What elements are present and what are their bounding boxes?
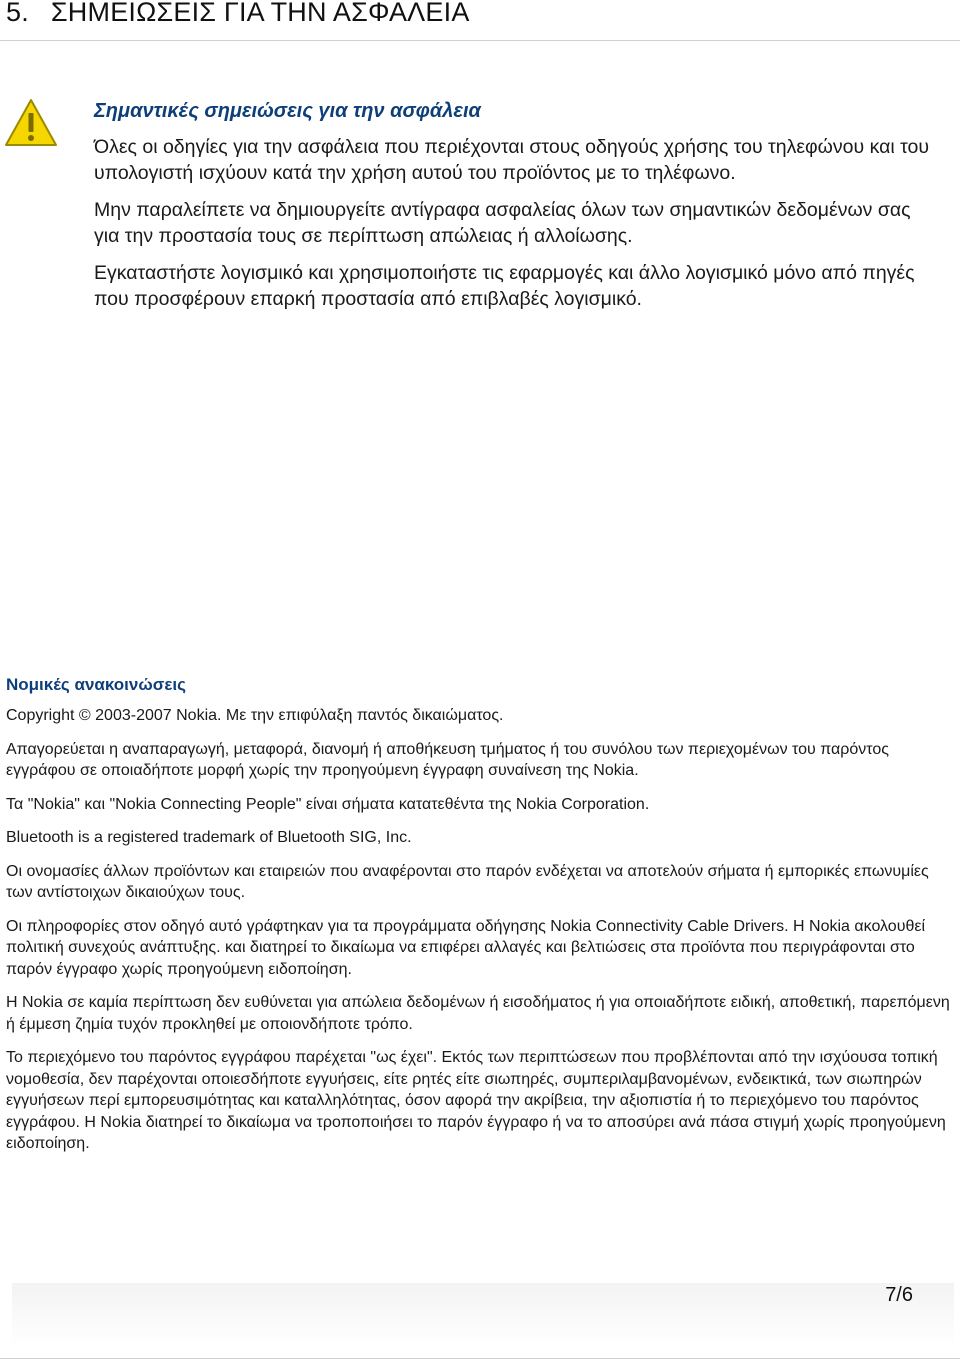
section-title: ΣΗΜΕΙΩΣΕΙΣ ΓΙΑ ΤΗΝ ΑΣΦΑΛΕΙΑ [50,0,470,27]
legal-paragraph: Τα "Nokia" και "Nokia Connecting People" είναι σήματα κατατεθέντα της Nokia Corporation. [6,795,650,813]
legal-paragraph: Οι πληροφορίες στον οδηγό αυτό γράφτηκαν για τα προγράμματα οδήγησης Nokia Connectivity Cable Drivers. Η Nokia ακολουθεί πολιτική συνεχούς ανάπτυξης. και διατηρεί το δικαίωμα να επιφέρει αλλαγές και βελτιώσεις στα προϊόντα που περιγράφονται στο παρόν έγγραφο χωρίς προηγούμενη ειδοποίηση. [6,917,926,978]
legal-notices [6,675,954,1167]
legal-paragraph: Η Nokia σε καμία περίπτωση δεν ευθύνεται για απώλεια δεδομένων ή εισοδήματος ή για οποιαδήποτε ειδική, αποθετική, παρεπόμενη ή έμμεση ζημία τυχόν προκληθεί με οποιονδήποτε τρόπο. [6,994,950,1033]
legal-paragraph: Οι ονομασίες άλλων προϊόντων και εταιρειών που αναφέρονται στο παρόν ενδέχεται να αποτελούν σήματα ή εμπορικές επωνυμίες των αντίστοιχων δικαιούχων τους. [6,862,929,901]
section-number: 5. [6,0,29,27]
legal-paragraph: Το περιεχόμενο του παρόντος εγγράφου παρέχεται "ως έχει". Εκτός των περιπτώσεων που προβλέπονται από την ισχύουσα τοπική νομοθεσία, δεν παρέχονται οποιεσδήποτε εγγυήσεις, είτε ρητές είτε σιωπηρές, συμπεριλαμβανομένων, ενδεικτικά, των σιωπηρών εγγυήσεων περί εμπορευσιμότητας και καταλληλότητας, όσον αφορά την ακρίβεια, την αξιοπιστία ή το περιεχόμενο του παρόντος εγγράφου. Η Nokia διατηρεί το δικαίωμα να τροποποιήσει το παρόν έγγραφο ή να το αποσύρει ανά πάσα στιγμή χωρίς προηγούμενη ειδοποίηση. [6,1049,946,1152]
footer-divider [0,1358,960,1359]
copyright-line: Copyright © 2003-2007 Nokia. Με την επιφύλαξη παντός δικαιώματος. [6,707,504,724]
legal-paragraph: Bluetooth is a registered trademark of Bluetooth SIG, Inc. [6,829,412,846]
safety-title: Σημαντικές σημειώσεις για την ασφάλεια [94,100,481,122]
header-divider [0,40,960,41]
legal-paragraph: Απαγορεύεται η αναπαραγωγή, μεταφορά, διανομή ή αποθήκευση τμήματος ή του συνόλου των περιεχομένων του παρόντος εγγράφου σε οποιαδήποτε μορφή χωρίς την προηγούμενη έγγραφη συναίνεση της Nokia. [6,740,889,779]
legal-title: Νομικές ανακοινώσεις [6,675,186,694]
safety-paragraph: Όλες οι οδηγίες για την ασφάλεια που περιέχονται στους οδηγούς χρήσης του τηλεφώνου και του υπολογιστή ισχύουν κατά την χρήση αυτού του προϊόντος με το τηλέφωνο. [94,136,930,184]
section-heading [6,0,470,28]
safety-paragraph: Μην παραλείπετε να δημιουργείτε αντίγραφα ασφαλείας όλων των σημαντικών δεδομένων σας για την προστασία τους σε περίπτωση απώλειας ή αλλοίωσης. [94,199,911,247]
footer-band [12,1283,954,1359]
warning-icon [4,98,58,148]
page-number: 7/6 [885,1284,913,1306]
safety-notes [94,100,934,323]
safety-paragraph: Εγκαταστήστε λογισμικό και χρησιμοποιήστε τις εφαρμογές και άλλο λογισμικό μόνο από πηγές που προσφέρουν επαρκή προστασία από επιβλαβές λογισμικό. [94,262,915,310]
